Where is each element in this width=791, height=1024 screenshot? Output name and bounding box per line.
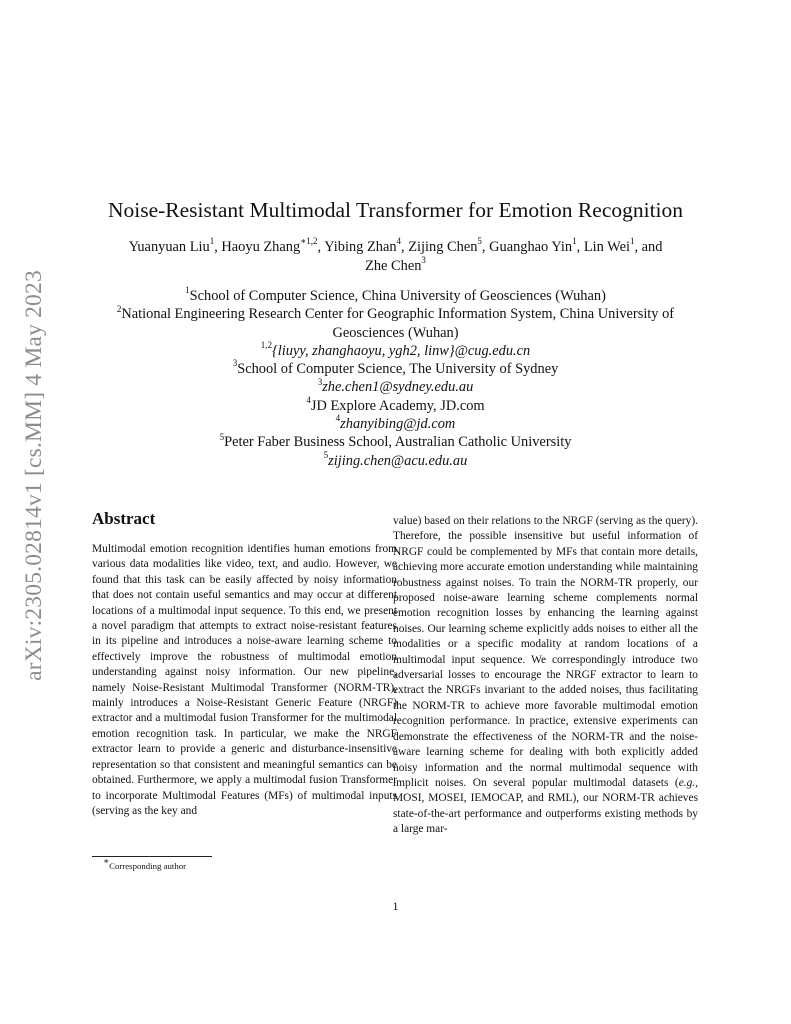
email-line: $^4$zhanyibing@jd.com [335,413,456,433]
abstract-paragraph-right: value) based on their relations to the NRGF (serving as the query). Therefore, the possible insensitive but useful information of NRGF could be complemented by MFs that contain more details, achieving more accurate emotion understanding while maintaining robustness against noises. To train the NORM-TR properly, our proposed noise-aware learning scheme complements normal emotion recognition losses by enhancing the learning against noises. Our learning scheme explicitly adds noises to either all the modalities or a specific modality at random locations of a multimodal input sequence. We correspondingly introduce two adversarial losses to encourage the NRGF extractor to learn to extract the NRGFs invariant to the added noises, thus facilitating the NORM-TR to achieve more favorable multimodal emotion recognition performance. In practice, extensive experiments can demonstrate the effectiveness of the NORM-TR and the noise-aware learning scheme for dealing with both explicitly added noisy information and the normal multimodal sequence with implicit noises. On several popular multimodal datasets ( [393,515,698,789]
affiliation-line: $^3$School of Computer Science, The University of Sydney [232,358,559,378]
author-list [96,238,695,276]
affiliation-line: $^5$Peter Faber Business School, Australian Catholic University [219,431,572,451]
author: Guanghao Yin$^1$, [489,236,584,255]
author: Zijing Chen$^5$, [408,236,490,255]
affiliation-line: $^2$National Engineering Research Center for Geographic Information System, China University of Geosciences (Wuhan) [116,303,675,341]
footnote-rule [92,856,212,857]
abstract-heading: Abstract [92,509,156,528]
footnote-text: Corresponding author [109,861,187,871]
affiliations [90,287,701,470]
page-number: 1 [392,899,399,913]
footnote-mark: ∗ [103,856,110,867]
arxiv-stamp-text: arXiv:2305.02814v1 [cs.MM] 4 May 2023 [20,269,47,681]
abstract-paragraph-right-end: MOSI, MOSEI, IEMOCAP, and RML), our NORM-TR achieves state-of-the-art performance and outperforms existing methods by a large mar- [393,792,698,836]
abstract-right-column [393,514,698,838]
abstract-left-column [92,542,397,819]
abstract-paragraph-left: Multimodal emotion recognition identifies human emotions from various data modalities like video, text, and audio. However, we found that this task can be easily affected by noisy information that does not contain useful semantics and may occur at different locations of a multimodal input sequence. To this end, we present a novel paradigm that attempts to extract noise-resistant features in its pipeline and introduces a noise-aware learning scheme to effectively improve the robustness of multimodal emotion understanding against noisy information. Our new pipeline, namely Noise-Resistant Multimodal Transformer (NORM-TR), mainly introduces a Noise-Resistant Generic Feature (NRGF) extractor and a multimodal fusion Transformer for the multimodal emotion recognition task. In particular, we make the NRGF extractor learn to provide a generic and disturbance-insensitive representation so that consistent and meaningful semantics can be obtained. Furthermore, we apply a multimodal fusion Transformer to incorporate Multimodal Features (MFs) of multimodal inputs (serving as the key and [92,543,397,817]
author: Yuanyuan Liu$^1$, [128,236,222,255]
arxiv-identifier-stamp [19,260,49,690]
footnote [103,856,187,872]
email-line: $^{1,2}${liuyy, zhanghaoyu, ygh2, linw}@cug.edu.cn [260,340,531,359]
paper-title: Noise-Resistant Multimodal Transformer for Emotion Recognition [107,198,684,222]
abstract-eg: e.g., [678,776,698,789]
author: Lin Wei$^1$, and [583,236,663,255]
author: Yibing Zhan$^4$, [324,236,409,255]
author: Haoyu Zhang$^{∗1,2}$, [221,236,325,255]
email-line: $^3$zhe.chen1@sydney.edu.au [317,376,474,396]
affiliation-line: $^4$JD Explore Academy, JD.com [306,394,485,414]
author: Zhe Chen$^3$ [365,255,426,274]
affiliation-line: $^1$School of Computer Science, China University of Geosciences (Wuhan) [185,285,606,304]
email-line: $^5$zijing.chen@acu.edu.au [323,449,468,469]
